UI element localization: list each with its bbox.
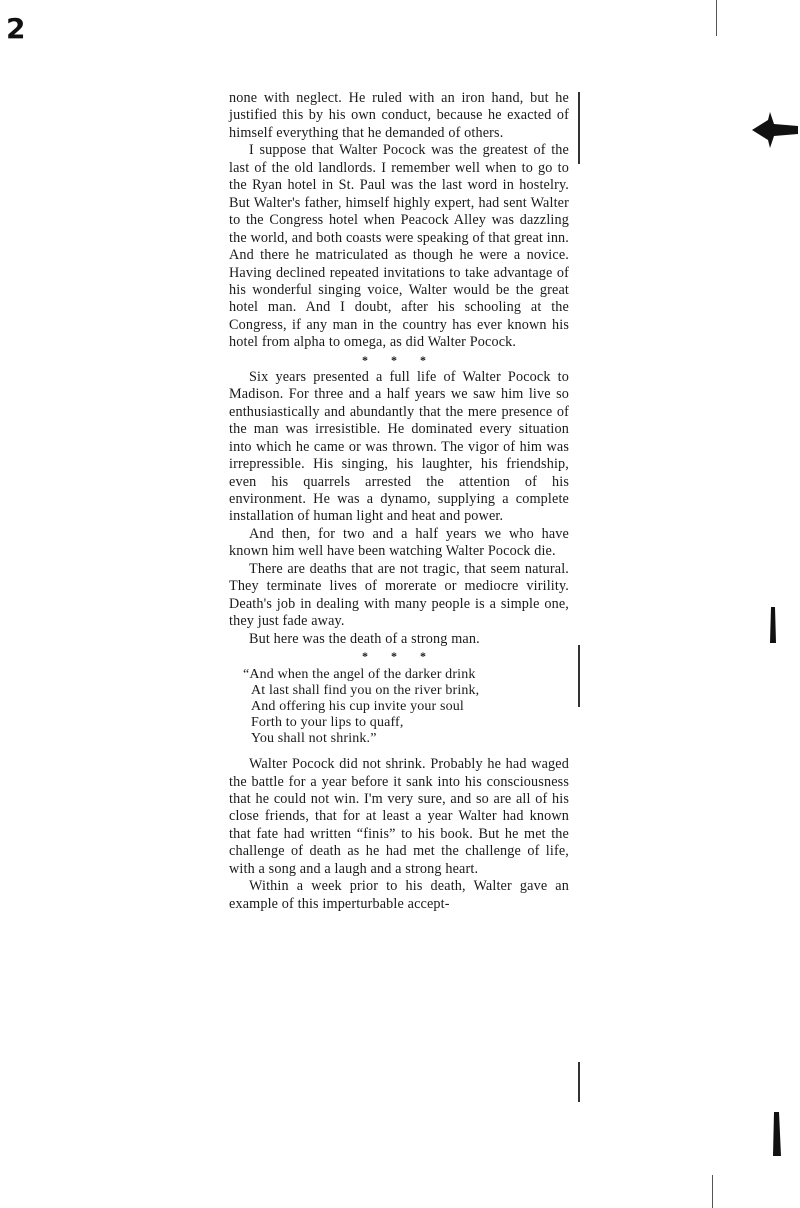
page-edge-bottom <box>712 1175 713 1208</box>
article-column <box>229 90 569 913</box>
verse-line: You shall not shrink.” <box>251 731 377 747</box>
verse-quote <box>243 667 569 747</box>
scan-mark-right-top <box>750 110 800 150</box>
column-rule-top <box>578 92 580 164</box>
paragraph: And then, for two and a half years we who have known him well have been watching Walter Pocock die. <box>229 525 569 560</box>
column-rule-middle <box>578 645 580 707</box>
column-rule-bottom <box>578 1062 580 1102</box>
section-separator: * * * <box>362 352 436 367</box>
verse-line: And offering his cup invite your soul <box>251 699 464 715</box>
paragraph: But here was the death of a strong man. <box>249 630 480 647</box>
verse-line: Forth to your lips to quaff, <box>251 715 404 731</box>
paragraph: Six years presented a full life of Walter Pocock to Madison. For three and a half years we saw him live so enthusiastically and abundantly that the mere presence of the man was irresistible. He dominated every situation into which he came or was thrown. The vigor of him was irrepressible. His singing, his laughter, his friendship, even his quarrels arrested the attention of his environment. He was a dynamo, supplying a complete installation of human light and heat and power. <box>229 368 569 525</box>
verse-line: “And when the angel of the darker drink <box>243 667 476 683</box>
paragraph: Walter Pocock did not shrink. Probably he had waged the battle for a year before it sank into his consciousness that he could not win. I'm very sure, and so are all of his close friends, that for at least a year Walter had known that fate had written “finis” to his book. But he met the challenge of death as he had met the challenge of life, with a song and a laugh and a strong heart. <box>229 756 569 877</box>
section-separator: * * * <box>362 649 436 664</box>
paragraph: Within a week prior to his death, Walter gave an example of this imperturbable accept- <box>229 878 569 912</box>
paragraph: There are deaths that are not tragic, that seem natural. They terminate lives of morerate or mediocre virility. Death's job in dealing with many people is a simple one, they just fade away. <box>229 560 569 630</box>
verse-line: At last shall find you on the river brink, <box>251 683 480 699</box>
paragraph: I suppose that Walter Pocock was the greatest of the last of the old landlords. I remember well when to go to the Ryan hotel in St. Paul was the last word in hostelry. But Walter's father, himself highly expert, had sent Walter to the Congress hotel when Peacock Alley was dazzling the world, and both coasts were speaking of that great inn. And there he matriculated as though he were a novice. Having declined repeated invitations to take advantage of his wonderful singing voice, Walter would be the great hotel man. And I doubt, after his schooling at the Congress, if any man in the country has ever known his hotel from alpha to omega, as did Walter Pocock. <box>229 142 569 351</box>
page-edge-top <box>716 0 717 36</box>
page-number: 2 <box>6 12 26 45</box>
scan-mark-right-middle <box>766 605 780 645</box>
paragraph: none with neglect. He ruled with an iron hand, but he justified this by his own conduct, because he exacted of himself everything that he demanded of others. <box>229 90 569 141</box>
scan-mark-right-bottom <box>770 1110 784 1158</box>
